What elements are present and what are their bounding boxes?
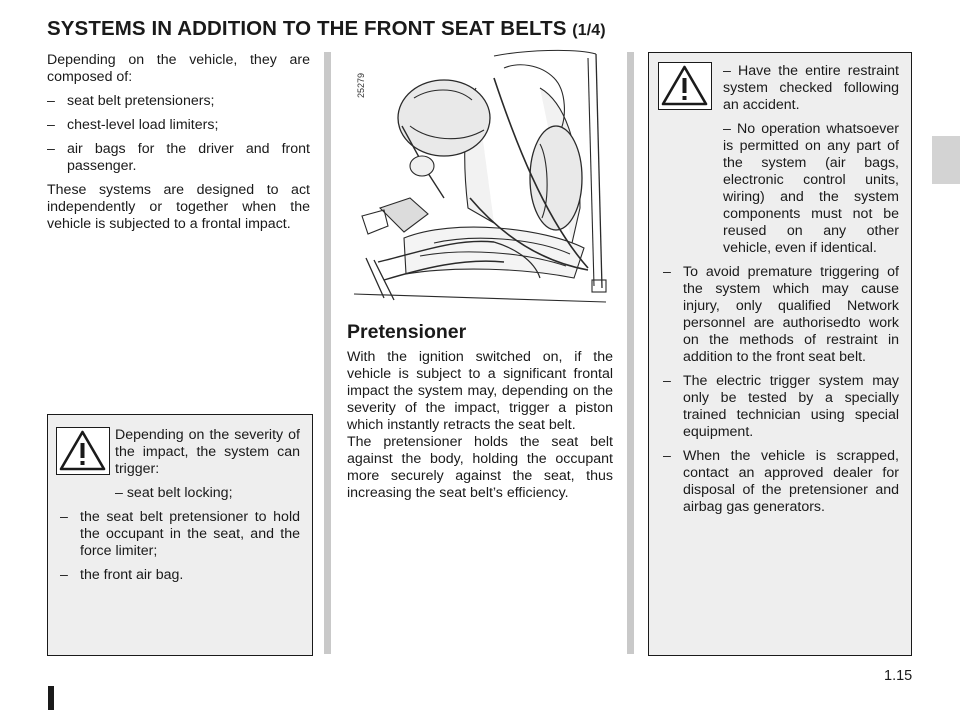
- left-intro: Depending on the vehicle, they are composed of:: [47, 52, 310, 85]
- warning-right-item-premature-triggering: – To avoid premature triggering of the system which may cause injury, only qualified Network personnel are authorisedto work on the methods of restraint in addition to the front seat belt.: [663, 264, 899, 366]
- warning-triangle-icon: [658, 62, 712, 110]
- warning-box-impact-severity: [47, 414, 313, 656]
- left-column: [47, 52, 310, 240]
- left-outro: These systems are designed to act independently or together when the vehicle is subjected to a frontal impact.: [47, 182, 310, 232]
- page-title-part: (1/4): [572, 22, 606, 39]
- warning-right-item-scrapped-vehicle: – When the vehicle is scrapped, contact an approved dealer for disposal of the pretensioner and airbag gas generators.: [663, 448, 899, 516]
- column-separator-right: [627, 52, 634, 654]
- warning-box-restraint-system: [648, 52, 912, 656]
- warning-left-intro: Depending on the severity of the impact, the system can trigger:: [115, 427, 300, 477]
- chapter-side-tab: [932, 136, 960, 184]
- corner-mark: [48, 686, 54, 710]
- warning-triangle-icon: [56, 427, 110, 475]
- column-separator-left: [324, 52, 331, 654]
- page-title: [47, 17, 606, 41]
- left-item-air-bags: – air bags for the driver and front passenger.: [47, 141, 310, 175]
- warning-right-item-electric-trigger: – The electric trigger system may only be tested by a specially trained technician using special equipment.: [663, 373, 899, 441]
- illustration-reference-number: 25279: [356, 72, 366, 98]
- warning-left-item-air-bag: – the front air bag.: [60, 567, 300, 584]
- warning-left-first-item: – seat belt locking;: [115, 485, 233, 501]
- warning-left-item-pretensioner: – the seat belt pretensioner to hold the occupant in the seat, and the force limiter;: [60, 509, 300, 560]
- left-item-load-limiters: – chest-level load limiters;: [47, 117, 310, 134]
- airbag-and-pretensioner-illustration: [344, 48, 616, 306]
- pretensioner-paragraph-1: With the ignition switched on, if the vehicle is subject to a significant frontal impact the system may, depending on the severity of the impact, trigger a piston which instantly retracts the seat belt.: [347, 349, 613, 433]
- page-number: 1.15: [884, 668, 913, 684]
- warning-right-first-line: – Have the entire restraint system checked following an accident.: [723, 63, 899, 113]
- warning-right-second-line: – No operation whatsoever is permitted on any part of the system (air bags, electronic control units, wiring) and the system components must not be reused on any other vehicle, even if identical.: [723, 121, 899, 256]
- pretensioner-heading: Pretensioner: [347, 321, 467, 343]
- left-item-pretensioners: – seat belt pretensioners;: [47, 93, 310, 110]
- page-title-text: SYSTEMS IN ADDITION TO THE FRONT SEAT BELTS: [47, 17, 567, 40]
- pretensioner-text: [347, 349, 613, 502]
- pretensioner-paragraph-2: The pretensioner holds the seat belt against the body, holding the occupant more securely against the seat, thus increasing the seat belt’s efficiency.: [347, 434, 613, 501]
